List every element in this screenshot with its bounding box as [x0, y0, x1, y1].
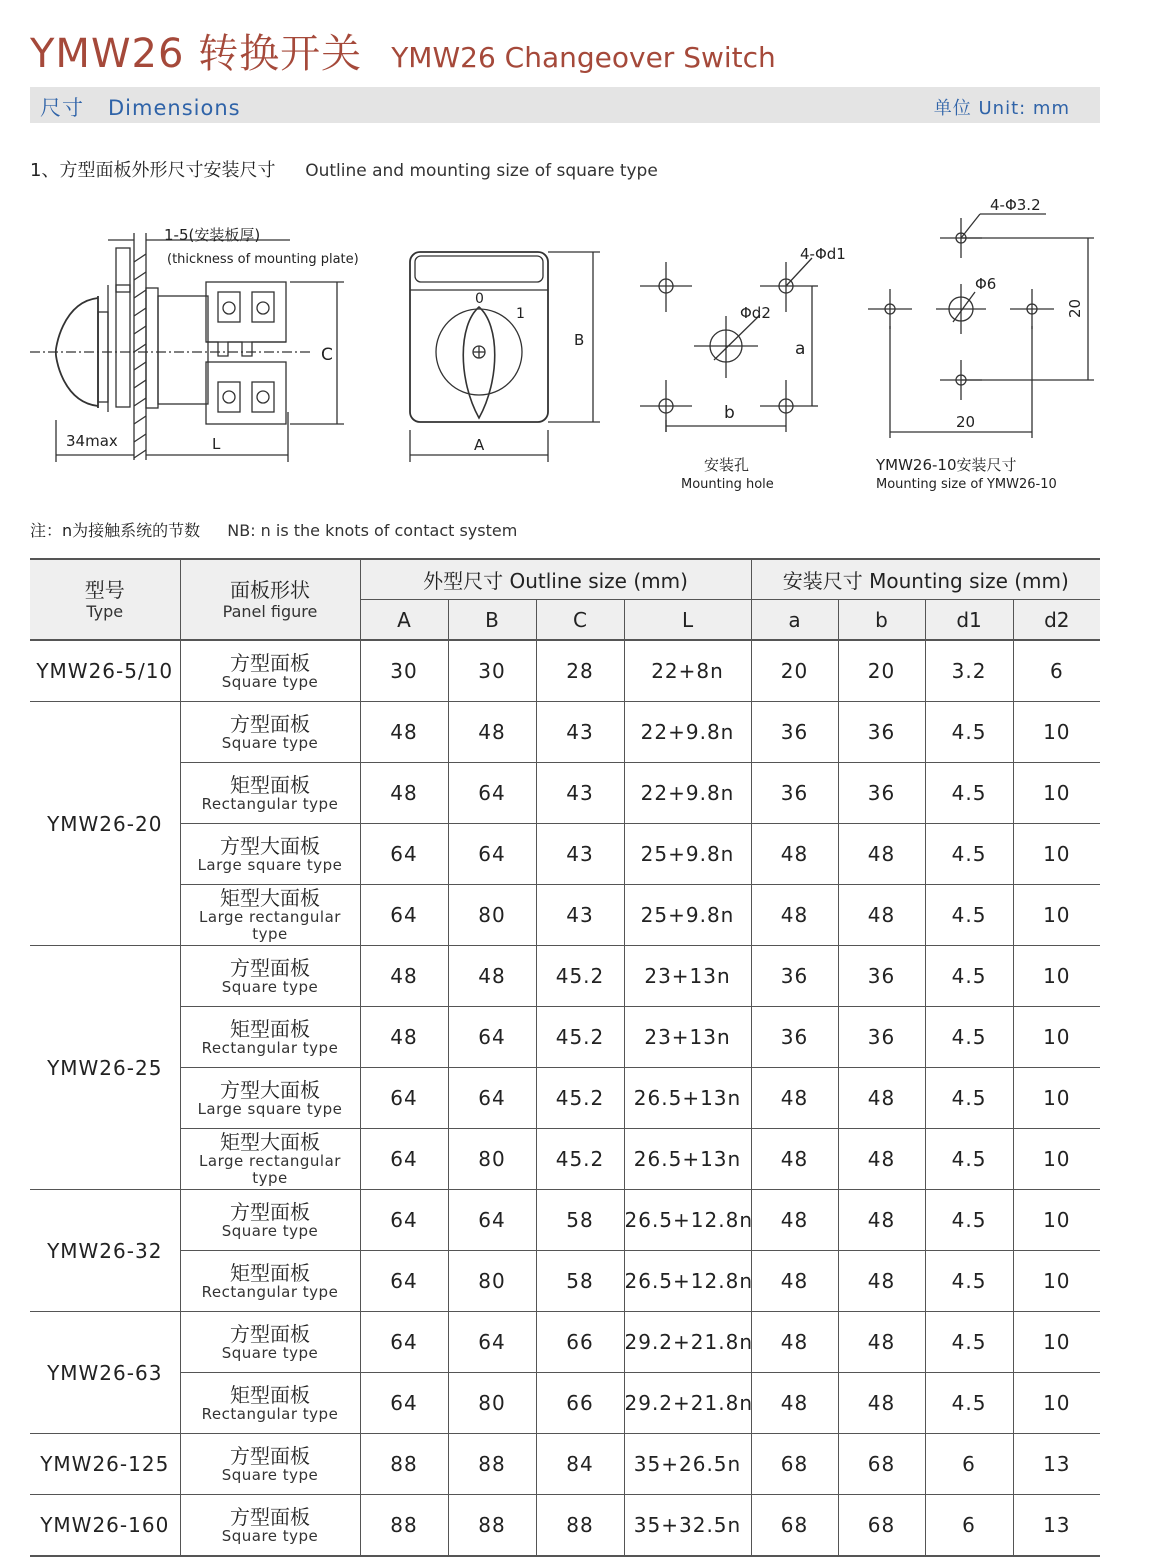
cell-b-mount: 36	[838, 763, 925, 824]
note	[30, 518, 517, 541]
cell-a-mount: 36	[751, 763, 838, 824]
cell-a-mount: 48	[751, 1190, 838, 1251]
cell-d1: 4.5	[925, 763, 1013, 824]
panel-name-en: Large square type	[197, 1099, 343, 1118]
cell-b-outline: 64	[448, 1312, 536, 1373]
panel-name-cn: 方型面板	[230, 711, 310, 736]
panel-name-en: Square type	[221, 1526, 319, 1545]
dim-b-front: B	[574, 331, 585, 349]
panel-name-cn: 矩型面板	[230, 1382, 310, 1407]
cell-d2: 10	[1013, 946, 1100, 1007]
cell-b-outline: 80	[448, 1373, 536, 1434]
cell-b-outline: 30	[448, 640, 536, 702]
cell-d2: 10	[1013, 1007, 1100, 1068]
cell-c: 45.2	[536, 1068, 624, 1129]
type-cell: YMW26-160	[30, 1495, 180, 1557]
cell-d1: 4.5	[925, 1190, 1013, 1251]
cell-a-mount: 48	[751, 1068, 838, 1129]
cell-a-mount: 36	[751, 1007, 838, 1068]
cell-l: 26.5+12.8n	[624, 1251, 751, 1312]
hole-4-3-2: 4-Φ3.2	[990, 196, 1041, 214]
cell-d2: 13	[1013, 1434, 1100, 1495]
cell-d1: 6	[925, 1495, 1013, 1557]
cell-a-outline: 64	[360, 1190, 448, 1251]
cell-b-mount: 36	[838, 1007, 925, 1068]
table-row	[30, 763, 1100, 824]
cell-l: 26.5+13n	[624, 1129, 751, 1190]
dimension-drawings	[0, 0, 1152, 510]
cell-a-mount: 48	[751, 885, 838, 946]
panel-name-en: Square type	[221, 977, 319, 996]
header-type: 型号 Type	[84, 578, 125, 621]
cell-a-mount: 68	[751, 1434, 838, 1495]
panel-cell	[180, 1190, 360, 1251]
panel-name-en: Rectangular type	[201, 1404, 339, 1423]
section-title-cn: 1、方型面板外形尺寸安装尺寸	[30, 160, 276, 181]
panel-name-en: Large rectangular type	[199, 1152, 341, 1187]
bar-label-en: Dimensions	[108, 96, 241, 120]
dim-l: L	[212, 435, 221, 453]
table-row	[30, 885, 1100, 946]
type-cell: YMW26-32	[30, 1190, 180, 1312]
pos-1: 1	[516, 306, 525, 322]
cell-c: 45.2	[536, 1007, 624, 1068]
panel-name-cn: 矩型面板	[230, 772, 310, 797]
panel-name-en: Square type	[221, 1343, 319, 1362]
panel-name-cn: 方型大面板	[220, 1077, 320, 1102]
cell-d2: 10	[1013, 1373, 1100, 1434]
type-cell: YMW26-20	[30, 702, 180, 946]
cell-a-mount: 36	[751, 702, 838, 763]
cell-b-outline: 64	[448, 824, 536, 885]
title-en: YMW26 Changeover Switch	[391, 41, 776, 74]
cell-b-outline: 64	[448, 1190, 536, 1251]
cell-b-outline: 48	[448, 946, 536, 1007]
header-panel: 面板形状 Panel figure	[180, 559, 360, 640]
panel-name-cn: 方型面板	[230, 1443, 310, 1468]
mount-hole-en: Mounting hole	[681, 477, 774, 492]
header-outline-size: 外型尺寸 Outline size (mm)	[360, 559, 751, 600]
cell-b-outline: 88	[448, 1434, 536, 1495]
col-c: C	[536, 600, 624, 641]
type-cell: YMW26-125	[30, 1434, 180, 1495]
ymw26-10-drawing	[868, 214, 1094, 438]
cell-d2: 10	[1013, 702, 1100, 763]
cell-a-outline: 48	[360, 702, 448, 763]
cell-b-mount: 48	[838, 1190, 925, 1251]
cell-l: 22+9.8n	[624, 702, 751, 763]
unit-label: 单位 Unit: mm	[933, 98, 1070, 119]
panel-name-en: Square type	[221, 733, 319, 752]
panel-name-cn: 方型面板	[230, 650, 310, 675]
cell-a-outline: 30	[360, 640, 448, 702]
cell-a-outline: 48	[360, 763, 448, 824]
cell-c: 43	[536, 702, 624, 763]
panel-cell	[180, 1312, 360, 1373]
col-l: L	[624, 600, 751, 641]
cell-b-mount: 36	[838, 702, 925, 763]
cell-b-mount: 68	[838, 1434, 925, 1495]
dim-20-horizontal: 20	[956, 413, 976, 431]
panel-name-en: Rectangular type	[201, 1038, 339, 1057]
panel-name-cn: 方型面板	[230, 1321, 310, 1346]
pos-0: 0	[475, 291, 484, 307]
cell-c: 45.2	[536, 946, 624, 1007]
cell-b-outline: 48	[448, 702, 536, 763]
table-row	[30, 1007, 1100, 1068]
cell-b-outline: 64	[448, 763, 536, 824]
dim-c: C	[321, 345, 333, 365]
panel-cell	[180, 1007, 360, 1068]
col-b-mount: b	[838, 600, 925, 641]
cell-d1: 4.5	[925, 885, 1013, 946]
panel-name-cn: 方型大面板	[220, 833, 320, 858]
cell-d1: 6	[925, 1434, 1013, 1495]
cell-c: 45.2	[536, 1129, 624, 1190]
cell-d1: 3.2	[925, 640, 1013, 702]
panel-name-cn: 方型面板	[230, 1504, 310, 1529]
cell-d1: 4.5	[925, 1068, 1013, 1129]
title-cn: YMW26 转换开关	[30, 31, 363, 77]
table-row	[30, 946, 1100, 1007]
cell-a-mount: 48	[751, 1251, 838, 1312]
panel-name-en: Rectangular type	[201, 1282, 339, 1301]
dim-a-mount: a	[795, 339, 806, 359]
cell-a-outline: 64	[360, 1068, 448, 1129]
cell-b-mount: 48	[838, 824, 925, 885]
panel-cell	[180, 1373, 360, 1434]
panel-name-en: Square type	[221, 1221, 319, 1240]
cell-c: 43	[536, 885, 624, 946]
table-row	[30, 1068, 1100, 1129]
cell-b-outline: 88	[448, 1495, 536, 1557]
cell-c: 66	[536, 1312, 624, 1373]
panel-cell	[180, 946, 360, 1007]
cell-a-mount: 48	[751, 824, 838, 885]
plate-label-en: (thickness of mounting plate)	[167, 252, 359, 267]
cell-d2: 10	[1013, 1251, 1100, 1312]
cell-l: 26.5+13n	[624, 1068, 751, 1129]
panel-cell	[180, 1251, 360, 1312]
table-row	[30, 1251, 1100, 1312]
table-row	[30, 1129, 1100, 1190]
cell-b-outline: 80	[448, 1129, 536, 1190]
cell-c: 43	[536, 763, 624, 824]
cell-l: 35+26.5n	[624, 1434, 751, 1495]
panel-name-cn: 方型面板	[230, 1199, 310, 1224]
hole-d2: Φd2	[740, 304, 771, 322]
table-row	[30, 824, 1100, 885]
cell-a-mount: 48	[751, 1312, 838, 1373]
cell-a-outline: 64	[360, 824, 448, 885]
cell-b-outline: 64	[448, 1068, 536, 1129]
cell-l: 25+9.8n	[624, 824, 751, 885]
cell-l: 29.2+21.8n	[624, 1312, 751, 1373]
panel-cell	[180, 885, 360, 946]
cell-b-outline: 64	[448, 1007, 536, 1068]
cell-b-mount: 36	[838, 946, 925, 1007]
cell-b-mount: 68	[838, 1495, 925, 1557]
panel-name-cn: 矩型大面板	[220, 886, 320, 910]
cell-d1: 4.5	[925, 1007, 1013, 1068]
cell-l: 26.5+12.8n	[624, 1190, 751, 1251]
table-row	[30, 640, 1100, 702]
panel-cell	[180, 1495, 360, 1557]
cell-d2: 6	[1013, 640, 1100, 702]
cell-b-mount: 48	[838, 1251, 925, 1312]
panel-name-cn: 方型面板	[230, 955, 310, 980]
panel-name-en: Rectangular type	[201, 794, 339, 813]
type-cell: YMW26-63	[30, 1312, 180, 1434]
col-a-outline: A	[360, 600, 448, 641]
cell-d2: 10	[1013, 1312, 1100, 1373]
cell-a-outline: 64	[360, 1312, 448, 1373]
cell-a-outline: 48	[360, 946, 448, 1007]
cell-b-mount: 48	[838, 1373, 925, 1434]
cell-a-mount: 68	[751, 1495, 838, 1557]
dim-a-front: A	[474, 436, 485, 454]
ymw10-caption-cn: YMW26-10安装尺寸	[876, 456, 1017, 474]
cell-c: 43	[536, 824, 624, 885]
cell-a-outline: 64	[360, 885, 448, 946]
table-row	[30, 1495, 1100, 1557]
cell-d2: 10	[1013, 885, 1100, 946]
plate-label-cn: 1-5(安装板厚)	[164, 226, 261, 244]
panel-cell	[180, 1434, 360, 1495]
cell-b-mount: 48	[838, 885, 925, 946]
panel-name-en: Large square type	[197, 855, 343, 874]
note-en: NB: n is the knots of contact system	[227, 521, 518, 540]
panel-cell	[180, 640, 360, 702]
side-view-drawing	[30, 233, 344, 462]
col-a-mount: a	[751, 600, 838, 641]
panel-name-cn: 矩型面板	[230, 1016, 310, 1041]
table-row	[30, 1312, 1100, 1373]
type-cell: YMW26-25	[30, 946, 180, 1190]
panel-cell	[180, 1129, 360, 1190]
dim-34max: 34max	[66, 432, 118, 450]
header-mounting-size: 安装尺寸 Mounting size (mm)	[751, 559, 1100, 600]
cell-a-mount: 48	[751, 1373, 838, 1434]
cell-d1: 4.5	[925, 1373, 1013, 1434]
table-row	[30, 1190, 1100, 1251]
hole-6: Φ6	[975, 275, 997, 293]
cell-l: 23+13n	[624, 946, 751, 1007]
ymw10-caption-en: Mounting size of YMW26-10	[876, 477, 1057, 492]
dim-20-vertical: 20	[1066, 298, 1084, 318]
cell-d2: 10	[1013, 1190, 1100, 1251]
col-b-outline: B	[448, 600, 536, 641]
table-row	[30, 1434, 1100, 1495]
cell-b-mount: 48	[838, 1068, 925, 1129]
cell-d2: 10	[1013, 1068, 1100, 1129]
cell-a-mount: 48	[751, 1129, 838, 1190]
col-d2: d2	[1013, 600, 1100, 641]
note-cn: 注：n为接触系统的节数	[30, 521, 201, 540]
cell-c: 58	[536, 1251, 624, 1312]
panel-cell	[180, 824, 360, 885]
table-row	[30, 702, 1100, 763]
col-d1: d1	[925, 600, 1013, 641]
cell-a-outline: 64	[360, 1129, 448, 1190]
cell-b-mount: 20	[838, 640, 925, 702]
cell-a-outline: 64	[360, 1373, 448, 1434]
cell-a-outline: 64	[360, 1251, 448, 1312]
mount-hole-cn: 安装孔	[704, 456, 750, 474]
hole-4d1: 4-Φd1	[800, 245, 846, 263]
panel-cell	[180, 763, 360, 824]
cell-c: 66	[536, 1373, 624, 1434]
cell-d2: 10	[1013, 1129, 1100, 1190]
cell-b-outline: 80	[448, 885, 536, 946]
panel-name-en: Square type	[221, 672, 319, 691]
cell-l: 35+32.5n	[624, 1495, 751, 1557]
panel-name-cn: 矩型面板	[230, 1260, 310, 1285]
cell-d1: 4.5	[925, 702, 1013, 763]
cell-b-mount: 48	[838, 1129, 925, 1190]
bar-label-cn: 尺寸	[40, 96, 84, 120]
cell-l: 22+9.8n	[624, 763, 751, 824]
cell-d1: 4.5	[925, 1251, 1013, 1312]
panel-name-cn: 矩型大面板	[220, 1130, 320, 1154]
cell-c: 28	[536, 640, 624, 702]
cell-d2: 10	[1013, 763, 1100, 824]
cell-c: 88	[536, 1495, 624, 1557]
cell-a-outline: 48	[360, 1007, 448, 1068]
panel-name-en: Large rectangular type	[199, 908, 341, 943]
cell-d1: 4.5	[925, 946, 1013, 1007]
cell-c: 58	[536, 1190, 624, 1251]
cell-c: 84	[536, 1434, 624, 1495]
cell-b-outline: 80	[448, 1251, 536, 1312]
panel-cell	[180, 1068, 360, 1129]
panel-name-en: Square type	[221, 1465, 319, 1484]
cell-l: 25+9.8n	[624, 885, 751, 946]
cell-a-mount: 36	[751, 946, 838, 1007]
cell-l: 22+8n	[624, 640, 751, 702]
table-body	[30, 640, 1100, 1556]
dim-b-mount: b	[724, 403, 735, 423]
cell-a-mount: 20	[751, 640, 838, 702]
dimensions-table	[30, 558, 1100, 1557]
cell-d2: 13	[1013, 1495, 1100, 1557]
panel-cell	[180, 702, 360, 763]
section-title-en: Outline and mounting size of square type	[305, 161, 658, 181]
type-cell: YMW26-5/10	[30, 640, 180, 702]
cell-d1: 4.5	[925, 1312, 1013, 1373]
cell-a-outline: 88	[360, 1495, 448, 1557]
table-row	[30, 1373, 1100, 1434]
cell-b-mount: 48	[838, 1312, 925, 1373]
cell-d1: 4.5	[925, 1129, 1013, 1190]
front-view-drawing	[410, 252, 600, 462]
cell-d1: 4.5	[925, 824, 1013, 885]
cell-d2: 10	[1013, 824, 1100, 885]
cell-l: 23+13n	[624, 1007, 751, 1068]
cell-a-outline: 88	[360, 1434, 448, 1495]
cell-l: 29.2+21.8n	[624, 1373, 751, 1434]
